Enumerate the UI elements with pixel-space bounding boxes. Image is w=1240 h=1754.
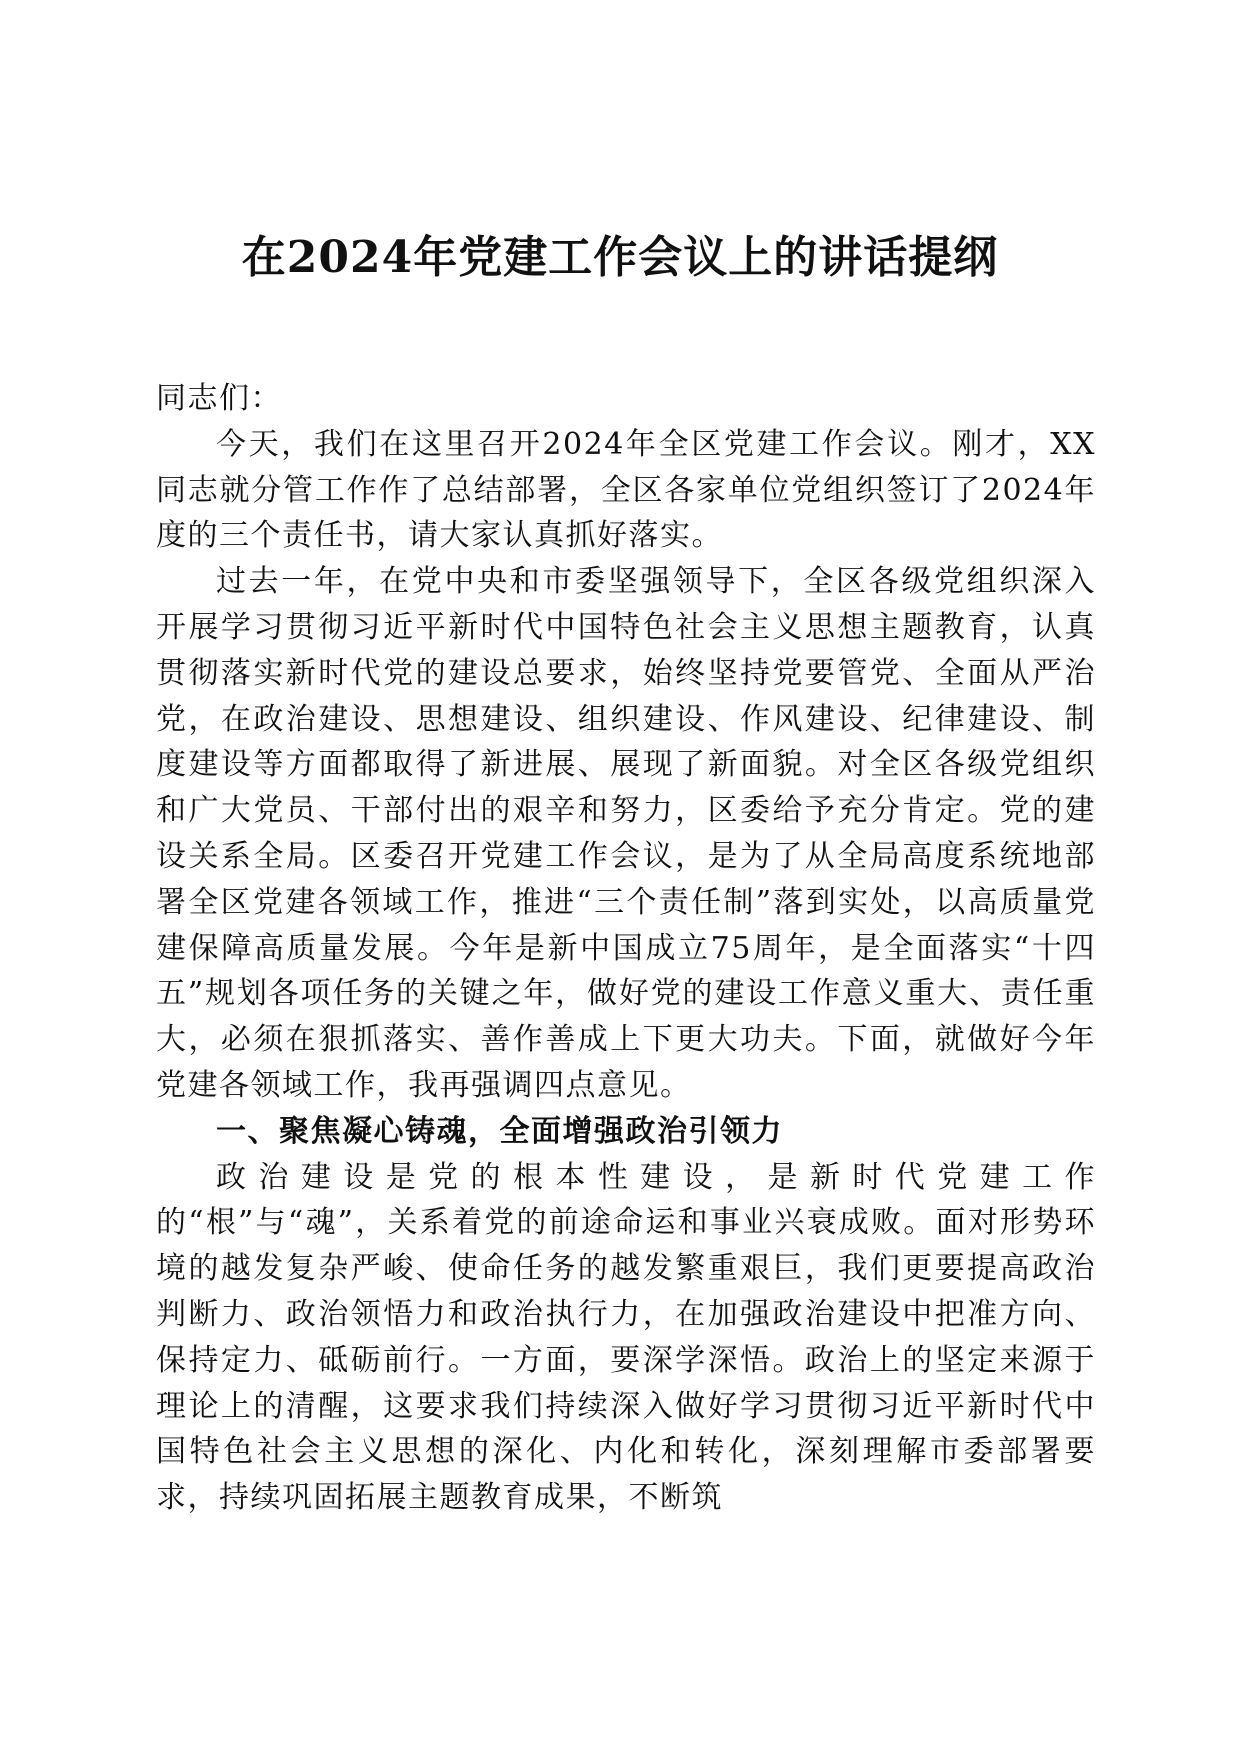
paragraph-review: 过去一年，在党中央和市委坚强领导下，全区各级党组织深入开展学习贯彻习近平新时代中国特色社会主义思想主题教育，认真贯彻落实新时代党的建设总要求，始终坚持党要管党、全面从严治党，在政治建设、思想建设、组织建设、作风建设、纪律建设、制度建设等方面都取得了新进展、展现了新面貌。对全区各级党组织和广大党员、干部付出的艰辛和努力，区委给予充分肯定。党的建设关系全局。区委召开党建工作会议，是为了从全局高度系统地部署全区党建各领域工作，推进“三个责任制”落到实处，以高质量党建保障高质量发展。今年是新中国成立75周年，是全面落实“十四五”规划各项任务的关键之年，做好党的建设工作意义重大、责任重大，必须在狠抓落实、善作善成上下更大功夫。下面，就做好今年党建各领域工作，我再强调四点意见。 — [156, 564, 1096, 1103]
paragraph-political-building: 政治建设是党的根本性建设，是新时代党建工作的“根”与“魂”，关系着党的前途命运和事业兴衰成败。面对形势环境的越发复杂严峻、使命任务的越发繁重艰巨，我们更要提高政治判断力、政治领悟力和政治执行力，在加强政治建设中把准方向、保持定力、砥砺前行。一方面，要深学深悟。政治上的坚定来源于理论上的清醒，这要求我们持续深入做好学习贯彻习近平新时代中国特色社会主义思想的深化、内化和转化，深刻理解市委部署要求，持续巩固拓展主题教育成果，不断筑 — [156, 1159, 1096, 1516]
document-title: 在2024年党建工作会议上的讲话提纲 — [241, 232, 999, 283]
salutation: 同志们： — [156, 381, 282, 416]
document-body — [156, 376, 1096, 1521]
section-heading: 一、聚焦凝心铸魂，全面增强政治引领力 — [216, 1113, 783, 1149]
paragraph-opening: 今天，我们在这里召开2024年全区党建工作会议。刚才，XX同志就分管工作作了总结部署，全区各家单位党组织签订了2024年度的三个责任书，请大家认真抓好落实。 — [156, 426, 1096, 554]
